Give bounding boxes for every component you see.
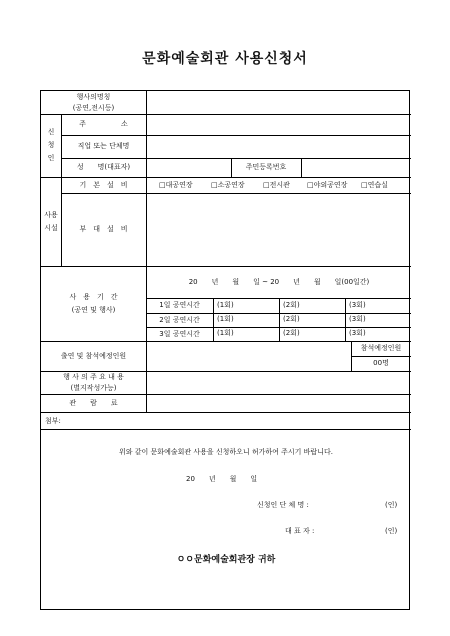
content-field[interactable] xyxy=(147,371,411,394)
event-name-label xyxy=(41,91,146,114)
day1-label: 1일 공연시간 xyxy=(159,301,200,309)
facility-option-checkbox[interactable]: □소공연장 xyxy=(211,181,245,189)
day3-session1[interactable]: (1회) xyxy=(217,329,234,337)
period-label xyxy=(41,266,146,341)
event-name-field[interactable] xyxy=(147,91,411,114)
facility-option-checkbox[interactable]: □연습실 xyxy=(361,181,388,189)
applicant-char: 청 xyxy=(47,141,55,149)
day2-session1[interactable]: (1회) xyxy=(217,315,234,323)
day2-label: 2일 공연시간 xyxy=(159,315,200,324)
recipient-line: ㅇㅇ문화예술회관장 귀하 xyxy=(176,555,276,565)
applicant-seal: (인) xyxy=(385,501,398,509)
job-field[interactable] xyxy=(147,135,411,158)
day1-session1[interactable]: (1회) xyxy=(217,301,234,309)
declaration-date: 20 년 월 일 xyxy=(186,475,258,483)
representative-seal: (인) xyxy=(385,527,398,535)
application-form xyxy=(40,90,410,610)
day2-session3[interactable]: (3회) xyxy=(349,315,366,323)
content-label xyxy=(41,371,146,394)
day3-session3[interactable]: (3회) xyxy=(349,329,366,337)
facility-option-checkbox[interactable]: □전시관 xyxy=(263,181,290,189)
fee-label: 관 람 료 xyxy=(69,398,118,407)
name-field[interactable] xyxy=(147,158,231,177)
document-title: 문화예술회관 사용신청서 xyxy=(142,51,308,67)
col-line xyxy=(345,298,346,341)
event-name-label-line1: 행사의명칭 xyxy=(76,92,111,101)
extra-equipment-field[interactable] xyxy=(147,193,411,266)
day1-session3[interactable]: (3회) xyxy=(349,301,366,309)
job-label: 직업 또는 단체명 xyxy=(77,142,130,150)
address-label: 주 소 xyxy=(79,120,128,128)
period-range-text: 20 년 월 일 ~ 20 년 월 일(00일간) xyxy=(188,277,370,286)
event-name-label-line2: (공연,전시등) xyxy=(72,103,115,112)
performers-label: 출연 및 참석예정인원 xyxy=(60,351,127,360)
expected-attendees-label: 참석예정인원 xyxy=(360,344,402,352)
basic-equipment-label: 기 본 설 비 xyxy=(79,180,128,189)
facility-char: 사용 xyxy=(44,210,58,219)
day3-session2[interactable]: (2회) xyxy=(283,329,300,337)
facility-option-checkbox[interactable]: □야외공연장 xyxy=(307,181,348,189)
name-label: 성 명(대표자) xyxy=(76,163,131,171)
address-field[interactable] xyxy=(147,114,411,135)
id-number-label: 주민등록번호 xyxy=(245,163,287,171)
content-label-line1: 행 사 의 주 요 내 용 xyxy=(63,372,124,381)
applicant-group-label xyxy=(41,114,61,177)
period-label-line1: 사 용 기 간 xyxy=(69,292,118,301)
id-number-field[interactable] xyxy=(302,158,411,177)
expected-attendees-value[interactable]: 00명 xyxy=(373,359,389,367)
extra-equipment-label: 부 대 설 비 xyxy=(79,225,128,233)
performers-field[interactable] xyxy=(147,341,351,371)
applicant-org-line: 신청인 단 체 명 : xyxy=(257,501,309,509)
applicant-char: 인 xyxy=(47,154,55,162)
day2-session2[interactable]: (2회) xyxy=(283,315,300,323)
content-label-line2: (별지작성가능) xyxy=(70,383,117,392)
row-line xyxy=(41,412,411,413)
col-line xyxy=(279,298,280,341)
fee-field[interactable] xyxy=(147,394,411,412)
declaration-statement: 위와 같이 문화예술회관 사용을 신청하오니 허가하여 주시기 바랍니다. xyxy=(119,448,333,456)
col-line xyxy=(213,298,214,341)
facility-option-checkbox[interactable]: □대공연장 xyxy=(159,181,193,189)
applicant-char: 신 xyxy=(47,128,55,136)
attachment-label: 첨부: xyxy=(45,417,61,425)
facility-group-label xyxy=(41,177,61,266)
row-line xyxy=(41,429,411,430)
day1-session2[interactable]: (2회) xyxy=(283,301,300,309)
facility-char: 시설 xyxy=(44,223,58,232)
representative-line: 대 표 자 : xyxy=(285,527,315,535)
day3-label: 3일 공연시간 xyxy=(159,329,200,338)
period-label-line2: (공연 및 행사) xyxy=(71,305,116,314)
